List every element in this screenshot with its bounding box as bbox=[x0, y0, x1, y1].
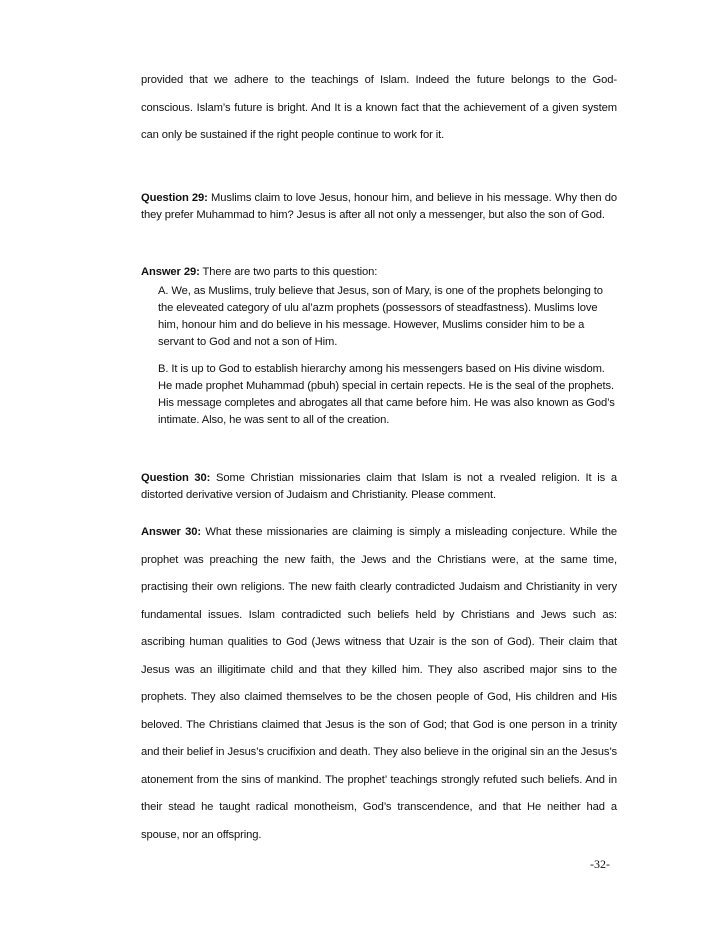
question-29-label: Question 29: bbox=[141, 192, 208, 204]
page-number: -32- bbox=[590, 857, 610, 871]
answer-29-text: There are two parts to this question: bbox=[199, 266, 378, 278]
question-29-text: Muslims claim to love Jesus, honour him, and believe in his message. Why then do they prefer Muhammad to him? Jesus is after all not only a messenger, but also the son of God. bbox=[141, 192, 618, 221]
answer-29-part-b: B. It is up to God to establish hierarchy among his messengers based on His divine wisdom. He made prophet Muhammad (pbuh) special in certain repects. He is the seal of the prophets. His message completes and abrogates all that came before him. He was also known as God’s intimate. Also, he was sent to all of the creation. bbox=[158, 363, 615, 426]
answer-29-label: Answer 29: bbox=[141, 266, 200, 278]
answer-30-label: Answer 30: bbox=[141, 526, 202, 538]
question-30-text: Some Christian missionaries claim that Islam is not a rvealed religion. It is a distorted derivative version of Judaism and Christianity. Please comment. bbox=[141, 472, 618, 501]
continuation-paragraph bbox=[141, 67, 617, 150]
answer-30-text: What these missionaries are claiming is simply a misleading conjecture. While the prophet was preaching the new faith, the Jews and the Christians were, at the same time, practising their own religions. The new faith clearly contradicted Judaism and Christianity in very fundamental issues. Islam contradicted such beliefs held by Christians and Jews such as: ascribing human qualities to God (Jews witness that Uzair is the son of God). Their claim that Jesus was an illigitimate child and that they killed him. They also ascribed major sins to the prophets. They also claimed themselves to be the chosen people of God, His children and His beloved. The Christians claimed that Jesus is the son of God; that God is one person in a trinity and their belief in Jesus’s crucifixion and death. They also believe in the original sin an the Jesus’s atonement from the sins of mankind. The prophet’ teachings strongly refuted such beliefs. And in their stead he taught radical monotheism, God’s transcendence, and that He neither had a spouse, nor an offspring. bbox=[141, 526, 617, 841]
answer-30 bbox=[141, 519, 617, 849]
question-30-label: Question 30: bbox=[141, 472, 211, 484]
question-30 bbox=[141, 470, 617, 504]
answer-29-part-a: A. We, as Muslims, truly believe that Jesus, son of Mary, is one of the prophets belonging to the eleveated category of ulu al’azm prophets (possessors of steadfastness). Muslims love him, honour him and do believe in his message. However, Muslims consider him to be a servant to God and not a son of Him. bbox=[158, 285, 603, 348]
answer-29-intro bbox=[141, 264, 617, 281]
continuation-text: provided that we adhere to the teachings of Islam. Indeed the future belongs to the God-conscious. Islam’s future is bright. And It is a known fact that the achievement of a given system can only be sustained if the right people continue to work for it. bbox=[141, 74, 617, 141]
question-29 bbox=[141, 190, 617, 224]
